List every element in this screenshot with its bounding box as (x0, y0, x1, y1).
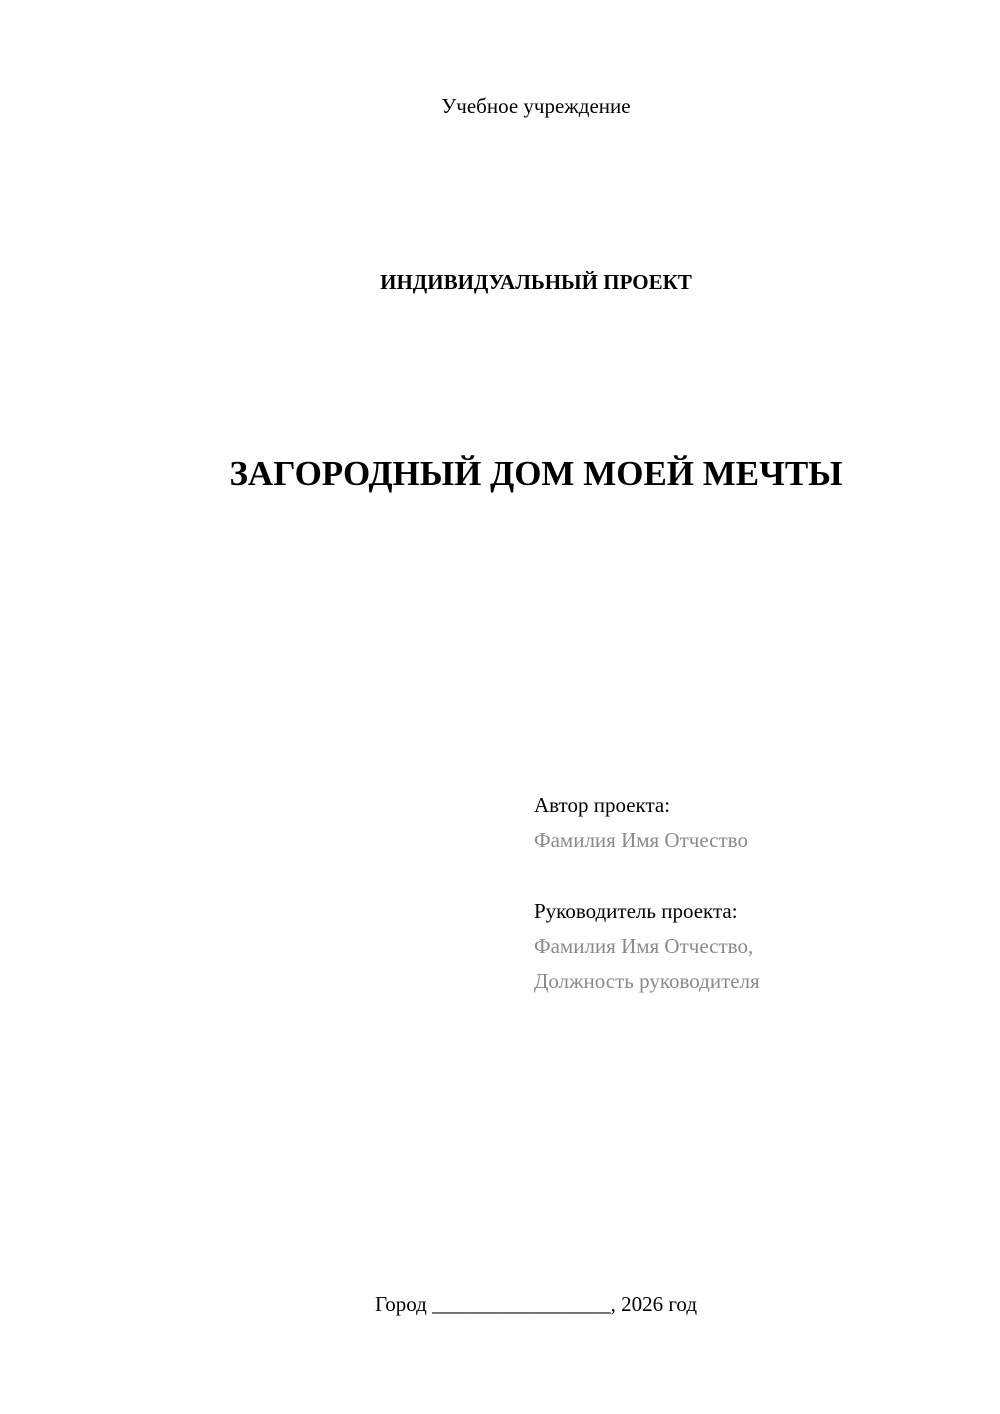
spacer (534, 858, 974, 894)
project-people-block (534, 788, 974, 999)
document-type-heading: ИНДИВИДУАЛЬНЫЙ ПРОЕКТ (380, 270, 692, 294)
supervisor-name: Фамилия Имя Отчество, (534, 934, 754, 958)
supervisor-label: Руководитель проекта: (534, 899, 738, 923)
project-title: ЗАГОРОДНЫЙ ДОМ МОЕЙ МЕЧТЫ (229, 454, 843, 493)
city-year-line: Город _________________, 2026 год (374, 1292, 698, 1316)
author-label: Автор проекта: (534, 793, 671, 817)
institution-name: Учебное учреждение (441, 94, 631, 118)
author-name: Фамилия Имя Отчество (534, 828, 748, 852)
supervisor-position: Должность руководителя (534, 969, 760, 993)
